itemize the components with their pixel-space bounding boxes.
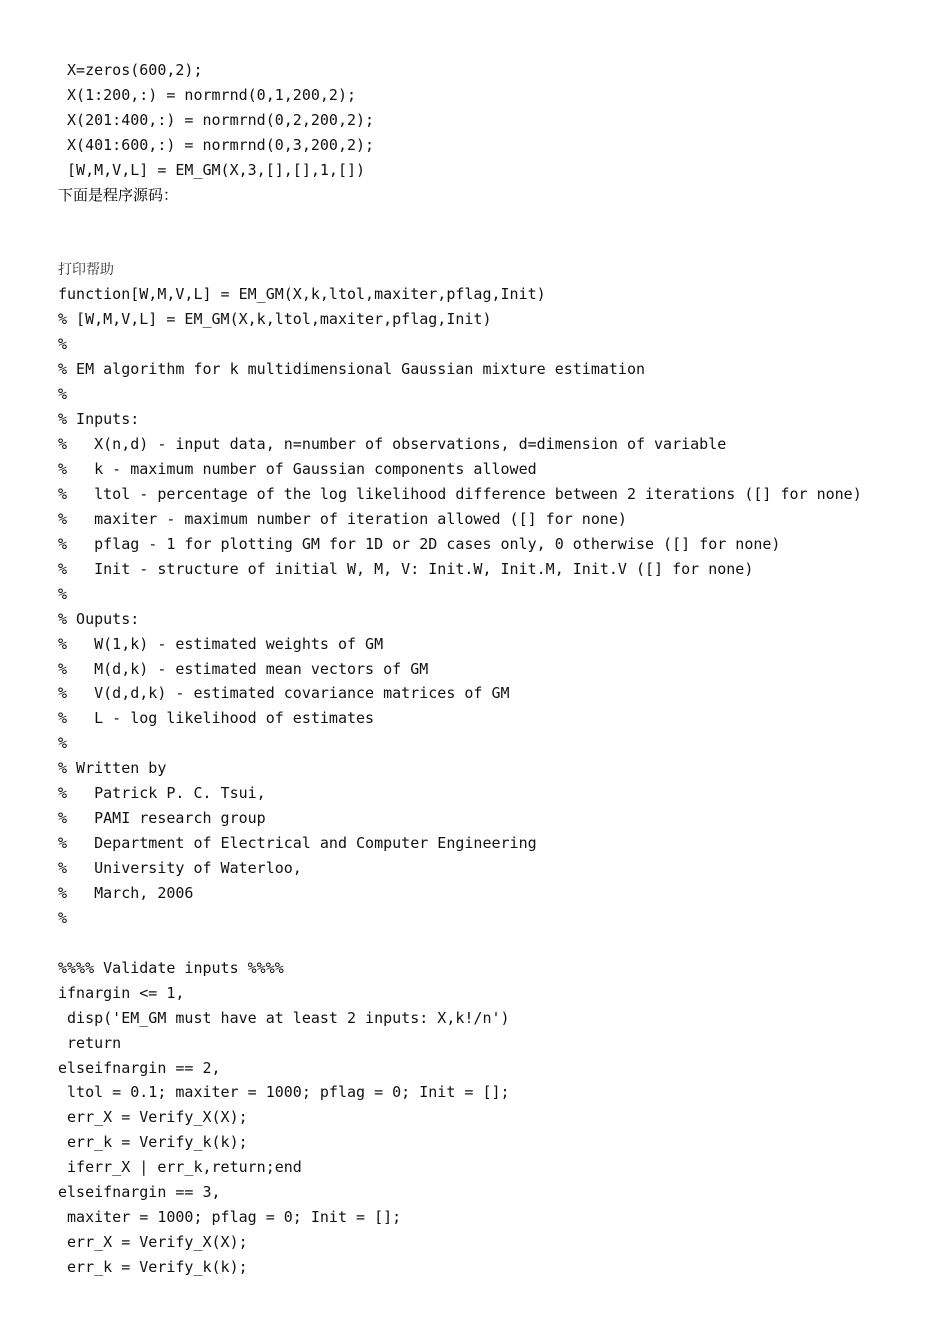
code-line: err_X = Verify_X(X);	[58, 1108, 248, 1127]
code-line: ltol = 0.1; maxiter = 1000; pflag = 0; Init = [];	[58, 1083, 510, 1102]
code-line: %	[58, 335, 68, 354]
code-line: elseifnargin == 3,	[58, 1183, 221, 1202]
code-line: ifnargin <= 1,	[58, 983, 185, 1002]
code-line: % L - log likelihood of estimates	[58, 709, 375, 728]
code-line: % Inputs:	[58, 410, 140, 429]
code-line: iferr_X | err_k,return;end	[58, 1158, 302, 1177]
code-line: % Written by	[58, 759, 167, 778]
code-line: % ltol - percentage of the log likelihood difference between 2 iterations ([] for none)	[58, 484, 862, 503]
code-line: % W(1,k) - estimated weights of GM	[58, 634, 384, 653]
code-listing	[58, 58, 862, 1280]
code-line: % Init - structure of initial W, M, V: Init.W, Init.M, Init.V ([] for none)	[58, 559, 754, 578]
code-line: function[W,M,V,L] = EM_GM(X,k,ltol,maxiter,pflag,Init)	[58, 285, 546, 304]
text-line: 打印帮助	[58, 261, 114, 278]
code-line: err_k = Verify_k(k);	[58, 1133, 248, 1152]
code-line: err_k = Verify_k(k);	[58, 1258, 248, 1276]
code-line: % University of Waterloo,	[58, 859, 302, 877]
code-line: %	[58, 908, 68, 927]
code-line: X(1:200,:) = normrnd(0,1,200,2);	[58, 85, 357, 104]
code-line: %	[58, 385, 68, 404]
code-line: err_X = Verify_X(X);	[58, 1233, 248, 1252]
code-line: % PAMI research group	[58, 809, 266, 828]
text-line: 下面是程序源码：	[58, 185, 179, 204]
code-line: % Department of Electrical and Computer Engineering	[58, 834, 537, 853]
code-line: % March, 2006	[58, 883, 194, 902]
code-line: % M(d,k) - estimated mean vectors of GM	[58, 659, 429, 678]
code-line: disp('EM_GM must have at least 2 inputs: X,k!/n')	[58, 1008, 510, 1027]
code-line: X=zeros(600,2);	[58, 61, 203, 79]
code-line: % EM algorithm for k multidimensional Gaussian mixture estimation	[58, 360, 645, 379]
code-line: maxiter = 1000; pflag = 0; Init = [];	[58, 1208, 402, 1227]
code-line: elseifnargin == 2,	[58, 1058, 221, 1077]
code-line: return	[58, 1033, 122, 1052]
code-line: % [W,M,V,L] = EM_GM(X,k,ltol,maxiter,pflag,Init)	[58, 310, 492, 329]
code-line: [W,M,V,L] = EM_GM(X,3,[],[],1,[])	[58, 160, 366, 179]
code-line	[58, 931, 862, 956]
code-line: % k - maximum number of Gaussian components allowed	[58, 460, 537, 478]
code-line: %%%% Validate inputs %%%%	[58, 958, 284, 977]
code-line: %	[58, 734, 68, 753]
code-line: % Ouputs:	[58, 609, 140, 628]
code-line: % V(d,d,k) - estimated covariance matrices of GM	[58, 684, 510, 703]
code-line: % X(n,d) - input data, n=number of observations, d=dimension of variable	[58, 435, 727, 454]
code-line: X(201:400,:) = normrnd(0,2,200,2);	[58, 110, 375, 129]
code-line: % maxiter - maximum number of iteration allowed ([] for none)	[58, 509, 627, 528]
code-line: % pflag - 1 for plotting GM for 1D or 2D cases only, 0 otherwise ([] for none)	[58, 534, 781, 553]
code-line	[58, 208, 862, 233]
code-line: % Patrick P. C. Tsui,	[58, 784, 266, 803]
code-line	[58, 233, 862, 258]
code-line: %	[58, 584, 68, 603]
code-line: X(401:600,:) = normrnd(0,3,200,2);	[58, 135, 375, 154]
